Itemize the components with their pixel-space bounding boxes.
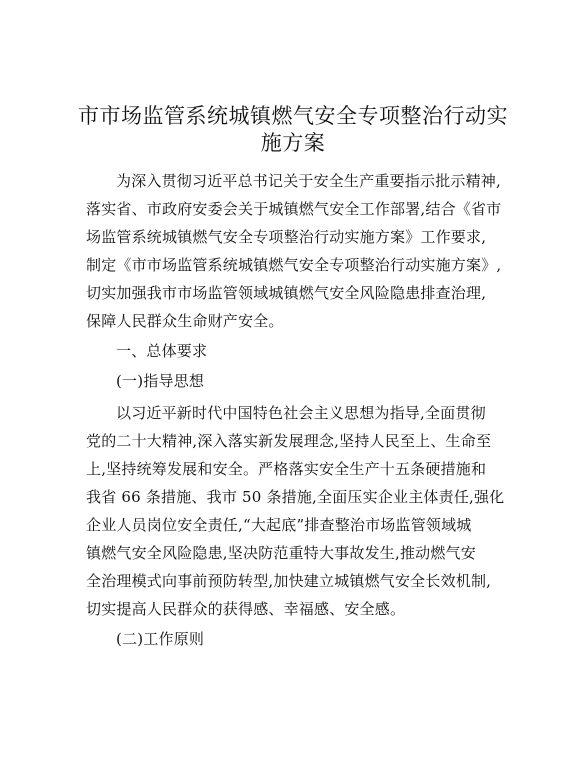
subsection-heading-guiding-thought: (一)指导思想 [116,372,205,390]
intro-line-6: 保障人民群众生命财产安全。 [86,312,284,330]
intro-line-4: 制定《市市场监管系统城镇燃气安全专项整治行动实施方案》, [86,256,502,274]
guiding-line-6: 镇燃气安全风险隐患,坚决防范重特大事故发生,推动燃气安 [86,544,476,562]
guiding-line-7: 全治理模式向事前预防转型,加快建立城镇燃气安全长效机制, [86,572,492,590]
intro-line-1: 为深入贯彻习近平总书记关于安全生产重要指示批示精神, [116,172,501,190]
guiding-line-4: 我省 66 条措施、我市 50 条措施,全面压实企业主体责任,强化 [86,488,505,506]
guiding-line-5: 企业人员岗位安全责任,“大起底”排查整治市场监管领域城 [86,516,472,534]
intro-line-3: 场监管系统城镇燃气安全专项整治行动实施方案》工作要求, [86,228,487,246]
guiding-line-2: 党的二十大精神,深入落实新发展理念,坚持人民至上、生命至 [86,432,492,450]
document-title-line-1: 市市场监管系统城镇燃气安全专项整治行动实 [78,104,508,128]
guiding-line-1: 以习近平新时代中国特色社会主义思想为指导,全面贯彻 [116,404,486,422]
document-title-line-2: 施方案 [260,131,326,155]
subsection-heading-working-principles: (二)工作原则 [116,630,205,648]
intro-line-5: 切实加强我市市场监管领域城镇燃气安全风险隐患排查治理, [86,284,487,302]
guiding-line-3: 上,坚持统筹发展和安全。严格落实安全生产十五条硬措施和 [86,460,487,478]
section-heading-general-requirements: 一、总体要求 [116,342,208,360]
guiding-line-8: 切实提高人民群众的获得感、幸福感、安全感。 [86,600,406,618]
intro-line-2: 落实省、市政府安委会关于城镇燃气安全工作部署,结合《省市 [86,200,502,218]
